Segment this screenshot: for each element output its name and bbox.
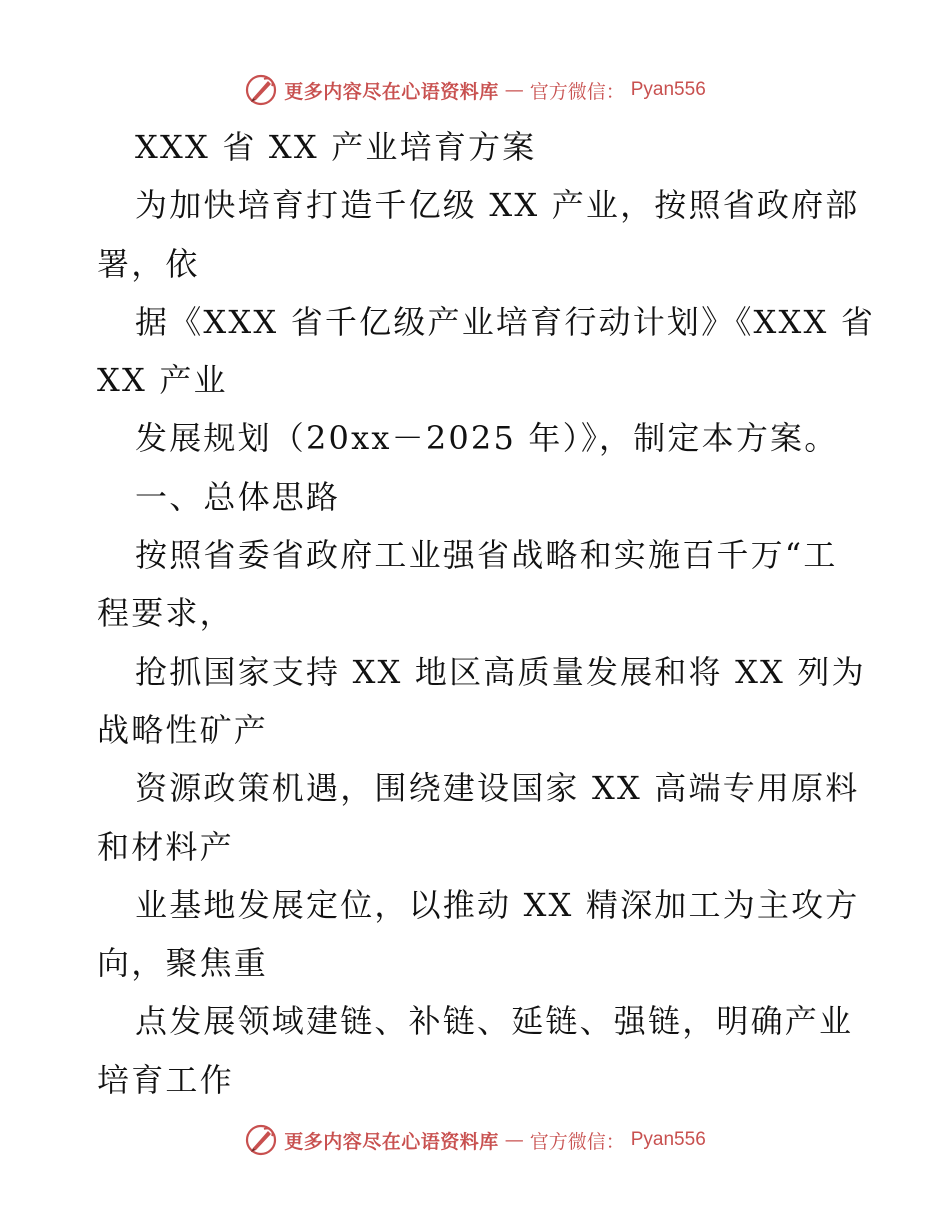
paragraph-line: 按照省委省政府工业强省战略和实施百千万“工	[135, 536, 838, 575]
quill-pen-logo-icon	[244, 73, 278, 107]
banner-dash: —	[504, 1129, 524, 1151]
document-body	[97, 118, 876, 1109]
banner-main-text: 更多内容尽在心语资料库	[284, 80, 499, 103]
paragraph-line: 战略性矿产	[97, 710, 269, 749]
paragraph-line: 为加快培育打造千亿级 XX 产业，按照省政府部	[135, 186, 860, 225]
banner-wechat-label: 官方微信：	[529, 80, 625, 103]
paragraph-line: 业基地发展定位，以推动 XX 精深加工为主攻方	[135, 885, 860, 924]
paragraph-line: 发展规划（20xx－2025 年）》，制定本方案。	[135, 419, 839, 458]
banner-dash: —	[504, 79, 524, 101]
paragraph-line: 据《XXX 省千亿级产业培育行动计划》《XXX 省	[135, 302, 876, 341]
banner-wechat-label: 官方微信：	[529, 1130, 625, 1153]
paragraph-line: XX 产业	[97, 361, 228, 400]
paragraph-line: 资源政策机遇，围绕建设国家 XX 高端专用原料	[135, 769, 860, 808]
quill-pen-logo-icon	[244, 1123, 278, 1157]
paragraph-line: 和材料产	[97, 827, 234, 866]
banner-wechat-id: Pyan556	[630, 79, 706, 100]
paragraph-line: 抢抓国家支持 XX 地区高质量发展和将 XX 列为	[135, 652, 866, 691]
paragraph-line: 点发展领域建链、补链、延链、强链，明确产业	[135, 1002, 854, 1041]
section-heading: 一、总体思路	[135, 477, 341, 516]
footer-banner	[0, 1120, 950, 1160]
paragraph-line: 程要求，	[97, 594, 234, 633]
banner-main-text: 更多内容尽在心语资料库	[284, 1130, 499, 1153]
paragraph-line: 向，聚焦重	[97, 944, 269, 983]
banner-wechat-id: Pyan556	[630, 1129, 706, 1150]
document-title: XXX 省 XX 产业培育方案	[135, 128, 537, 166]
header-banner	[0, 70, 950, 110]
paragraph-line: 培育工作	[97, 1060, 234, 1099]
paragraph-line: 署，依	[97, 244, 200, 283]
